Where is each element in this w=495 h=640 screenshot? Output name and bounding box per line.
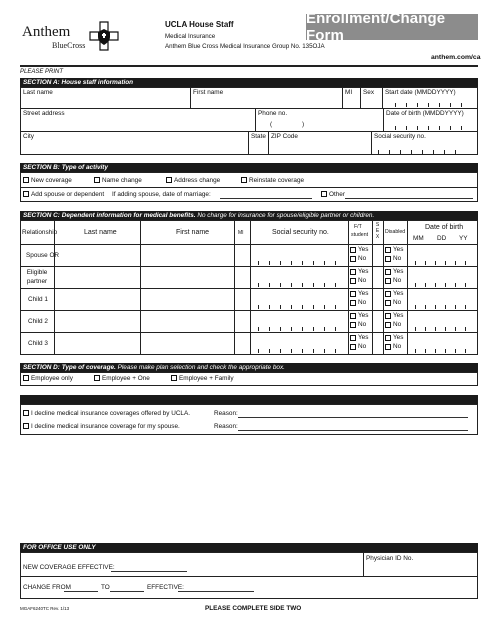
disabled-yes-label: Yes [393,312,404,319]
city-label: City [23,133,35,140]
dependent-ssn-tick [258,261,259,265]
start-date-tick [395,103,396,107]
dependent-ssn-tick [313,261,314,265]
dependent-dob-tick [465,283,466,287]
ft-student-yes-checkbox[interactable] [350,335,356,341]
last-name-label: Last name [23,89,53,96]
dependent-dob-tick [465,305,466,309]
disabled-yes-checkbox[interactable] [385,269,391,275]
dependent-dob-tick [455,261,456,265]
dependent-dob-tick [425,305,426,309]
row-label-spouse: Spouse OR [26,252,60,259]
ft-student-yes-checkbox[interactable] [350,313,356,319]
sex-label: Sex [363,89,375,96]
dependent-ssn-tick [324,305,325,309]
disabled-no-label: No [393,299,402,306]
dependent-dob-tick [425,349,426,353]
employee-only-label: Employee only [31,375,73,382]
state-label: State [251,133,266,140]
disabled-yes-label: Yes [393,290,404,297]
dependent-ssn-tick [313,305,314,309]
other-checkbox[interactable] [321,191,327,197]
ssn-tick [455,150,456,154]
start-date-label: Start date (MMDDYYYY) [385,89,456,96]
dependent-dob-tick [435,327,436,331]
ft-student-no-label: No [358,343,367,350]
street-label: Street address [23,110,65,117]
dependent-ssn-tick [280,349,281,353]
dependent-ssn-tick [258,283,259,287]
ssn-tick [389,150,390,154]
dependent-dob-tick [455,305,456,309]
dependent-ssn-tick [280,305,281,309]
col-first-name: First name [176,229,210,236]
dependent-ssn-tick [269,283,270,287]
col-mi: MI [238,230,244,236]
disabled-no-checkbox[interactable] [385,322,391,328]
col-ssn: Social security no. [272,229,329,236]
dob-tick [461,126,462,130]
dependent-ssn-tick [335,261,336,265]
dependent-ssn-tick [302,261,303,265]
dependent-ssn-tick [258,349,259,353]
employee-family-label: Employee + Family [179,375,234,382]
dependent-dob-tick [415,349,416,353]
employee-only-checkbox[interactable] [23,375,29,381]
dependent-ssn-tick [291,349,292,353]
dependent-ssn-tick [269,327,270,331]
reinstate-checkbox[interactable] [241,177,247,183]
org-title: UCLA House Staff [165,20,234,29]
new-coverage-effective-label: NEW COVERAGE EFFECTIVE: [23,564,115,571]
dependent-ssn-tick [335,327,336,331]
complete-side-two: PLEASE COMPLETE SIDE TWO [205,605,302,612]
new-coverage-effective-field[interactable] [111,571,187,572]
col-student: student [351,232,369,238]
name-change-label: Name change [102,177,142,184]
dependent-dob-tick [425,327,426,331]
anthem-logo-sub: BlueCross [52,41,86,50]
col-ft: F/T [354,224,362,230]
dependent-dob-tick [435,261,436,265]
bluecross-blueshield-logo-icon [88,20,120,52]
dependent-ssn-tick [291,327,292,331]
office-title: FOR OFFICE USE ONLY [20,543,478,552]
ssn-tick [433,150,434,154]
ft-student-no-label: No [358,299,367,306]
dependent-ssn-tick [313,283,314,287]
start-date-tick [439,103,440,107]
decline-spouse-label: I decline medical insurance coverage for my spouse. [31,423,180,430]
form-title: Enrollment/Change Form [306,14,478,40]
row-label-child-3: Child 3 [28,340,48,347]
dependent-ssn-tick [335,305,336,309]
add-spouse-label: Add spouse or dependent [31,191,105,198]
employee-one-label: Employee + One [102,375,150,382]
dependent-ssn-tick [302,349,303,353]
dependent-ssn-tick [269,305,270,309]
ssn-tick [444,150,445,154]
dependent-ssn-tick [280,283,281,287]
section-a-box [20,87,478,155]
dependent-ssn-tick [335,349,336,353]
disabled-yes-checkbox[interactable] [385,291,391,297]
decline-reason-1-label: Reason: [214,410,238,417]
dependent-ssn-tick [335,283,336,287]
dependent-dob-tick [425,261,426,265]
first-name-label: First name [193,89,224,96]
disabled-no-label: No [393,343,402,350]
phone-open: ( [270,121,273,128]
disabled-yes-label: Yes [393,246,404,253]
ft-student-yes-checkbox[interactable] [350,269,356,275]
decline-reason-1-field[interactable] [238,417,468,418]
phone-label: Phone no. [258,110,288,117]
dependent-ssn-tick [324,283,325,287]
dependent-dob-tick [455,283,456,287]
to-field[interactable] [110,591,144,592]
form-code: MGAF6240TC Rev. 1/13 [20,606,70,611]
please-print: PLEASE PRINT [20,69,64,75]
ft-student-no-checkbox[interactable] [350,322,356,328]
add-spouse-checkbox[interactable] [23,191,29,197]
start-date-tick [461,103,462,107]
effective-label: EFFECTIVE: [147,584,184,591]
section-c-title: SECTION C: Dependent information for medical benefits. No charge for insurance for spouse/eligible partner or children. [20,211,478,220]
dependent-dob-tick [435,349,436,353]
dependent-ssn-tick [291,283,292,287]
ft-student-no-checkbox[interactable] [350,256,356,262]
ft-student-yes-label: Yes [358,334,369,341]
dob-tick [450,126,451,130]
dependent-dob-tick [415,283,416,287]
decline-bar [20,395,478,404]
disabled-no-checkbox[interactable] [385,344,391,350]
dependent-dob-tick [415,261,416,265]
dependent-ssn-tick [313,327,314,331]
dependent-dob-tick [435,305,436,309]
zip-label: ZIP Code [271,133,298,140]
new-coverage-label: New coverage [31,177,72,184]
dependent-ssn-tick [258,327,259,331]
dependent-ssn-tick [302,283,303,287]
employee-one-checkbox[interactable] [94,375,100,381]
disabled-no-checkbox[interactable] [385,300,391,306]
col-mm: MM [413,235,424,242]
phone-close: ) [302,121,305,128]
dependent-dob-tick [465,349,466,353]
website-link[interactable]: anthem.com/ca [431,54,481,61]
col-sex: S E X [375,222,380,240]
new-coverage-checkbox[interactable] [23,177,29,183]
start-date-tick [428,103,429,107]
dob-tick [395,126,396,130]
dob-tick [428,126,429,130]
name-change-checkbox[interactable] [94,177,100,183]
dependent-dob-tick [445,305,446,309]
decline-reason-2-label: Reason: [214,423,238,430]
disabled-yes-label: Yes [393,334,404,341]
disabled-yes-checkbox[interactable] [385,335,391,341]
dependent-ssn-tick [269,349,270,353]
disabled-no-label: No [393,255,402,262]
section-d-box [20,372,478,386]
ft-student-no-checkbox[interactable] [350,278,356,284]
ft-student-yes-checkbox[interactable] [350,247,356,253]
dependent-ssn-tick [280,261,281,265]
col-dob: Date of birth [425,224,464,231]
dependent-ssn-tick [258,305,259,309]
effective-field[interactable] [178,591,254,592]
ft-student-yes-label: Yes [358,290,369,297]
marriage-date-field[interactable] [220,198,312,199]
disabled-no-checkbox[interactable] [385,278,391,284]
dependent-ssn-tick [291,305,292,309]
dependent-dob-tick [465,261,466,265]
decline-spouse-checkbox[interactable] [23,423,29,429]
anthem-logo-name: Anthem [22,24,71,40]
dependent-ssn-tick [313,349,314,353]
ft-student-yes-checkbox[interactable] [350,291,356,297]
section-a-title: SECTION A: House staff information [20,78,478,87]
disabled-no-label: No [393,321,402,328]
col-yy: YY [459,235,468,242]
ssn-tick [400,150,401,154]
dob-tick [406,126,407,130]
row-label-child-1: Child 1 [28,296,48,303]
header-divider [20,65,478,67]
dob-tick [439,126,440,130]
dependent-dob-tick [455,327,456,331]
row-label-eligible-partner: Eligible partner [26,269,48,285]
dependent-dob-tick [415,327,416,331]
start-date-tick [417,103,418,107]
dependent-dob-tick [425,283,426,287]
header-line-2: Anthem Blue Cross Medical Insurance Group No. 135OJA [165,43,325,50]
dependent-dob-tick [455,349,456,353]
dependent-ssn-tick [324,327,325,331]
dependent-dob-tick [445,349,446,353]
col-relationship: Relationship [22,229,58,236]
dependent-ssn-tick [324,261,325,265]
section-d-title: SECTION D: Type of coverage. Please make plan selection and check the appropriate box. [20,363,478,372]
section-b-title: SECTION B: Type of activity [20,163,478,172]
ft-student-no-label: No [358,321,367,328]
ssn-tick [422,150,423,154]
dependent-dob-tick [445,261,446,265]
to-label: TO [101,584,110,591]
address-change-checkbox[interactable] [166,177,172,183]
ft-student-no-checkbox[interactable] [350,344,356,350]
col-disabled: Disabled [385,229,406,235]
ssn-label: Social security no. [374,133,426,140]
col-last-name: Last name [84,229,117,236]
dependent-dob-tick [415,305,416,309]
change-from-field[interactable] [64,591,98,592]
row-label-child-2: Child 2 [28,318,48,325]
if-adding-label: If adding spouse, date of marriage: [112,191,211,198]
dependent-dob-tick [445,283,446,287]
other-field[interactable] [345,198,473,199]
decline-ucla-checkbox[interactable] [23,410,29,416]
disabled-no-label: No [393,277,402,284]
dependent-dob-tick [445,327,446,331]
start-date-tick [406,103,407,107]
ssn-tick [411,150,412,154]
dependent-ssn-tick [302,305,303,309]
col-dd: DD [437,235,447,242]
ft-student-no-label: No [358,255,367,262]
mi-label: MI [345,89,353,96]
disabled-no-checkbox[interactable] [385,256,391,262]
ft-student-yes-label: Yes [358,268,369,275]
employee-family-checkbox[interactable] [171,375,177,381]
ssn-tick [378,150,379,154]
dob-label: Date of birth (MMDDYYYY) [386,110,464,117]
dob-tick [417,126,418,130]
dependent-ssn-tick [324,349,325,353]
dependent-ssn-tick [302,327,303,331]
dependent-dob-tick [465,327,466,331]
ft-student-yes-label: Yes [358,312,369,319]
change-from-label: CHANGE FROM [23,584,71,591]
start-date-tick [450,103,451,107]
ft-student-yes-label: Yes [358,246,369,253]
reinstate-label: Reinstate coverage [249,177,305,184]
decline-ucla-label: I decline medical insurance coverages offered by UCLA. [31,410,191,417]
decline-reason-2-field[interactable] [238,430,468,431]
disabled-yes-label: Yes [393,268,404,275]
dependent-ssn-tick [280,327,281,331]
dependent-dob-tick [435,283,436,287]
disabled-yes-checkbox[interactable] [385,247,391,253]
address-change-label: Address change [174,177,221,184]
other-label: Other [329,191,345,198]
header-line-1: Medical Insurance [165,33,216,40]
dependent-ssn-tick [269,261,270,265]
physician-id-label: Physician ID No. [366,555,414,562]
ft-student-no-checkbox[interactable] [350,300,356,306]
disabled-yes-checkbox[interactable] [385,313,391,319]
ft-student-no-label: No [358,277,367,284]
dependent-ssn-tick [291,261,292,265]
